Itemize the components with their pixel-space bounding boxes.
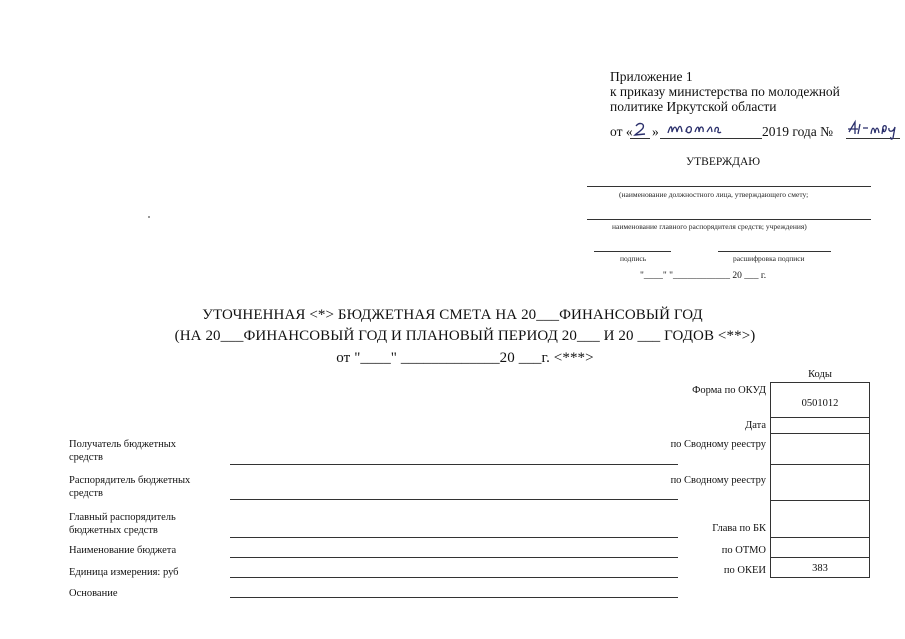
signature-caption: подпись [620, 254, 647, 263]
appendix-year-text: 2019 года № [762, 124, 834, 139]
decoding-line [718, 251, 831, 252]
codes-header: Коды [808, 369, 832, 380]
field-recipient-line [230, 464, 678, 465]
codes-otmo-cell [770, 538, 870, 558]
field-manager-line [230, 499, 678, 500]
appendix-line1: Приложение 1 [610, 69, 693, 84]
label-okei: по ОКЕИ [723, 565, 766, 576]
appendix-prefix: от « [610, 124, 633, 139]
field-manager-label: Распорядитель бюджетных средств [69, 475, 191, 499]
okud-value: 0501012 [801, 398, 839, 409]
approve-manager-caption: наименование главного распорядителя средств; учреждения) [612, 222, 807, 231]
codes-bk-cell [770, 501, 870, 538]
field-budget-label: Наименование бюджета [69, 545, 177, 556]
codes-reestr2-cell [770, 465, 870, 501]
codes-reestr1-cell [770, 434, 870, 465]
title-line3: от "____" _____________20 ___г. <***> [336, 350, 594, 366]
decoding-caption: расшифровка подписи [733, 254, 805, 263]
handwritten-number [846, 118, 898, 140]
scan-dot [148, 216, 150, 218]
label-reestr2: по Сводному реестру [670, 475, 766, 486]
field-unit-label: Единица измерения: руб [69, 567, 179, 578]
codes-okei-cell [770, 558, 870, 578]
label-bk: Глава по БК [712, 523, 766, 534]
handwritten-day [631, 121, 651, 137]
appendix-block [610, 69, 840, 114]
field-main-manager-line [230, 537, 678, 538]
approve-date-line: "____" "____________ 20 ___ г. [640, 271, 767, 281]
appendix-line2: к приказу министерства по молодежной [610, 84, 840, 99]
label-okud: Форма по ОКУД [692, 385, 766, 396]
field-unit-line [230, 577, 678, 578]
title-line1: УТОЧНЕННАЯ <*> БЮДЖЕТНАЯ СМЕТА НА 20___ФИНАНСОВЫЙ ГОД [202, 307, 703, 323]
label-otmo: по ОТМО [721, 545, 766, 556]
codes-okud-cell [770, 382, 870, 418]
title-line2: (НА 20___ФИНАНСОВЫЙ ГОД И ПЛАНОВЫЙ ПЕРИОД 20___ И 20 ___ ГОДОВ <**>) [174, 328, 756, 344]
approve-title: УТВЕРЖДАЮ [686, 156, 761, 168]
approve-official-line [587, 186, 871, 187]
label-reestr1: по Сводному реестру [670, 439, 766, 450]
field-recipient-label: Получатель бюджетных средств [69, 439, 177, 463]
appendix-mid: » [652, 124, 659, 139]
handwritten-month [666, 120, 722, 138]
approve-official-caption: (наименование должностного лица, утверждающего смету; [619, 190, 809, 199]
field-budget-line [230, 557, 678, 558]
field-basis-line [230, 597, 678, 598]
signature-line [594, 251, 671, 252]
field-basis-label: Основание [69, 588, 118, 599]
appendix-line3: политике Иркутской области [610, 99, 777, 114]
label-date: Дата [745, 420, 766, 431]
codes-date-cell [770, 418, 870, 434]
approve-manager-line [587, 219, 871, 220]
okei-value: 383 [812, 563, 828, 574]
field-main-manager-label: Главный распорядитель бюджетных средств [69, 512, 176, 536]
